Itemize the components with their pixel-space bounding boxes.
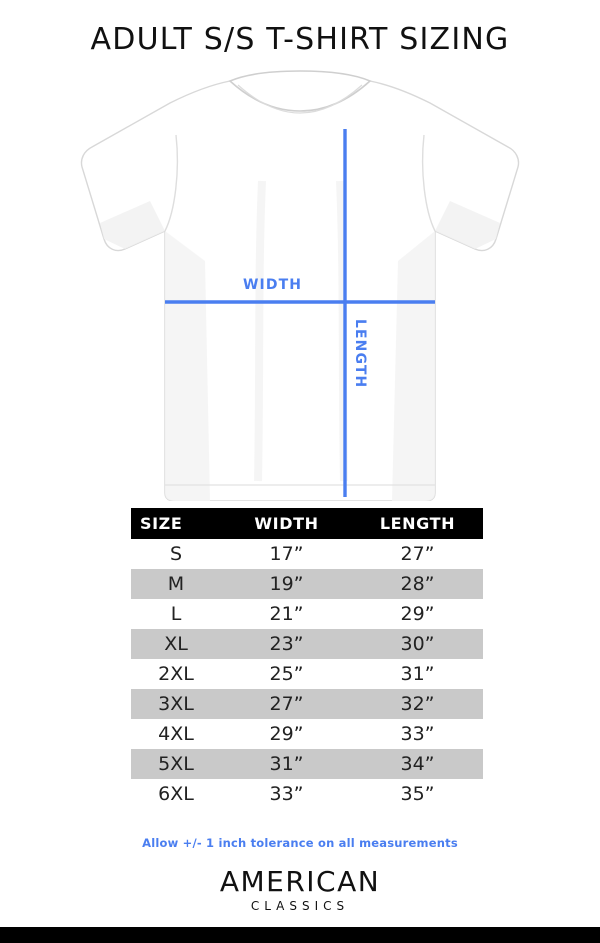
table-row xyxy=(131,569,483,599)
cell-length: 30” xyxy=(352,629,483,659)
cell-length: 27” xyxy=(352,539,483,569)
cell-width: 17” xyxy=(221,539,352,569)
cell-width: 29” xyxy=(221,719,352,749)
cell-width: 23” xyxy=(221,629,352,659)
size-table xyxy=(131,508,483,809)
cell-length: 33” xyxy=(352,719,483,749)
cell-width: 25” xyxy=(221,659,352,689)
cell-size: 6XL xyxy=(131,779,221,809)
cell-length: 35” xyxy=(352,779,483,809)
cell-length: 28” xyxy=(352,569,483,599)
table-row xyxy=(131,539,483,569)
cell-size: 4XL xyxy=(131,719,221,749)
brand-logo xyxy=(0,865,600,913)
cell-size: XL xyxy=(131,629,221,659)
tolerance-note: Allow +/- 1 inch tolerance on all measurements xyxy=(142,836,458,850)
cell-size: 5XL xyxy=(131,749,221,779)
cell-width: 33” xyxy=(221,779,352,809)
table-row xyxy=(131,629,483,659)
size-table-container xyxy=(131,508,469,809)
cell-size: S xyxy=(131,539,221,569)
table-header-size: SIZE xyxy=(131,508,221,539)
footer-bar xyxy=(0,927,600,943)
cell-size: 2XL xyxy=(131,659,221,689)
brand-name: AMERICAN xyxy=(219,865,381,898)
cell-length: 31” xyxy=(352,659,483,689)
table-header-length: LENGTH xyxy=(352,508,483,539)
cell-width: 27” xyxy=(221,689,352,719)
cell-width: 31” xyxy=(221,749,352,779)
table-header-width: WIDTH xyxy=(221,508,352,539)
cell-width: 19” xyxy=(221,569,352,599)
table-row xyxy=(131,749,483,779)
table-row xyxy=(131,779,483,809)
cell-size: L xyxy=(131,599,221,629)
cell-width: 21” xyxy=(221,599,352,629)
table-row xyxy=(131,599,483,629)
table-header-row xyxy=(131,508,483,539)
brand-tagline: CLASSICS xyxy=(250,899,350,913)
cell-length: 29” xyxy=(352,599,483,629)
cell-length: 32” xyxy=(352,689,483,719)
cell-length: 34” xyxy=(352,749,483,779)
page-title: ADULT S/S T-SHIRT SIZING xyxy=(90,22,510,57)
table-row xyxy=(131,659,483,689)
shirt-diagram xyxy=(0,61,600,501)
table-row xyxy=(131,719,483,749)
width-label: WIDTH xyxy=(243,277,303,293)
cell-size: 3XL xyxy=(131,689,221,719)
table-row xyxy=(131,689,483,719)
length-label: LENGTH xyxy=(352,319,368,389)
cell-size: M xyxy=(131,569,221,599)
